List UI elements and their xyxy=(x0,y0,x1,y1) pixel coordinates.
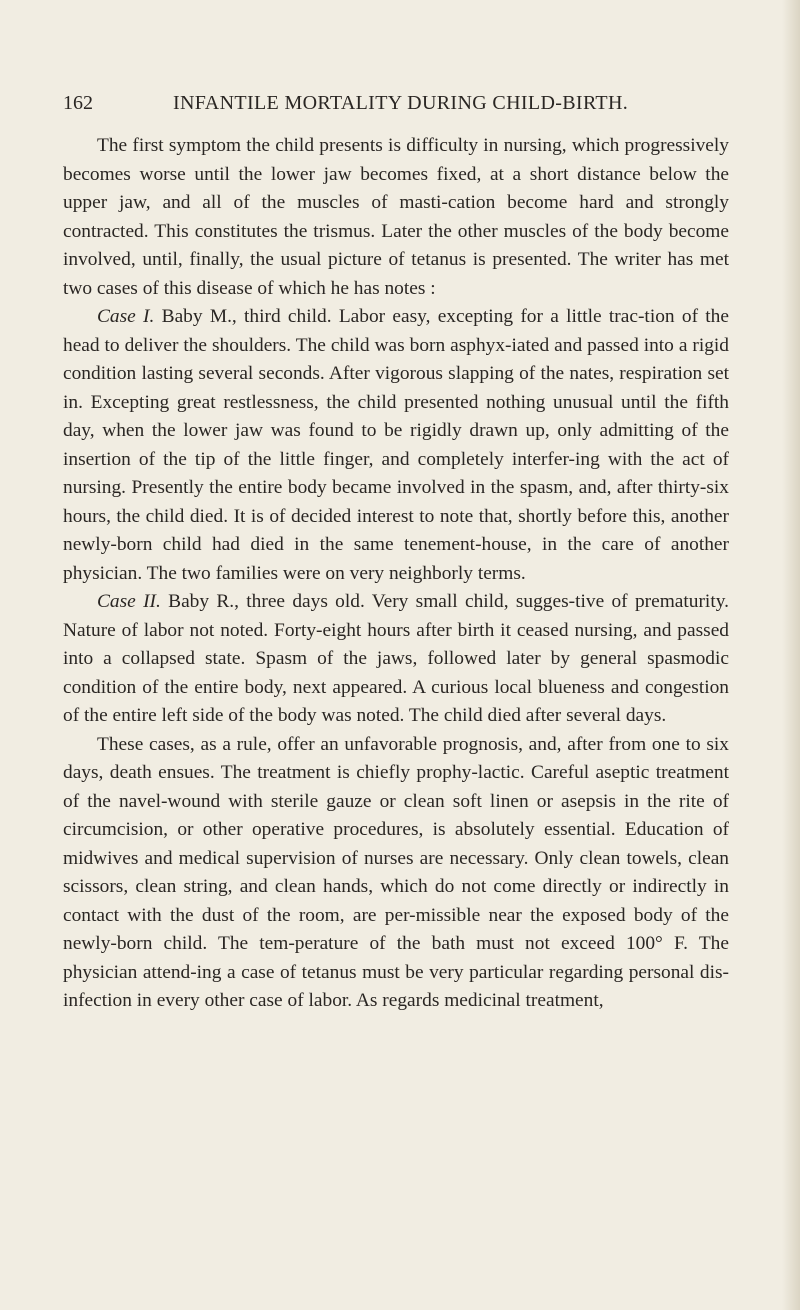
paragraph-text: Baby R., three days old. Very small child, sugges-tive of prematurity. Nature of labor not noted. Forty-eight hours after birth it ceased nursing, and passed into a collapsed state. Spasm of the jaws, followed later by general spasmodic condition of the entire body, next appeared. A curious local blueness and congestion of the entire left side of the body was noted. The child died after several days. xyxy=(63,591,729,726)
case-label: Case II. xyxy=(97,591,161,612)
running-head xyxy=(63,88,723,118)
paragraph-treatment xyxy=(63,731,729,1016)
paragraph-intro xyxy=(63,132,729,303)
case-label: Case I. xyxy=(97,306,155,327)
page-number: 162 xyxy=(63,92,93,114)
running-title: INFANTILE MORTALITY DURING CHILD-BIRTH. xyxy=(173,92,629,114)
paragraph-text: These cases, as a rule, offer an unfavorable prognosis, and, after from one to six days, death ensues. The treatment is chiefly prophy-lactic. Careful aseptic treatment of the navel-wound with sterile gauze or clean soft linen or asepsis in the rite of circumcision, or other operative procedures, is absolutely essential. Education of midwives and medical supervision of nurses are necessary. Only clean towels, clean scissors, clean string, and clean hands, which do not come directly or indirectly in contact with the dust of the room, are per-missible near the exposed body of the newly-born child. The tem-perature of the bath must not exceed 100° F. The physician attend-ing a case of tetanus must be very particular regarding personal dis-infection in every other case of labor. As regards medicinal treatment, xyxy=(63,733,729,1011)
paragraph-text: Baby M., third child. Labor easy, excepting for a little trac-tion of the head to deliver the shoulders. The child was born asphyx-iated and passed into a rigid condition lasting several seconds. After vigorous slapping of the nates, respiration set in. Excepting great restlessness, the child presented nothing unusual until the fifth day, when the lower jaw was found to be rigidly drawn up, only admitting of the insertion of the tip of the little finger, and completely interfer-ing with the act of nursing. Presently the entire body became involved in the spasm, and, after thirty-six hours, the child died. It is of decided interest to note that, shortly before this, another newly-born child had died in the same tenement-house, in the care of another physician. The two families were on very neighborly terms. xyxy=(63,306,729,584)
paragraph-case-1 xyxy=(63,303,729,588)
body-text xyxy=(63,132,729,1252)
page-edge-shadow xyxy=(782,0,800,1310)
paragraph-text: The first symptom the child presents is difficulty in nursing, which progressively becomes worse until the lower jaw becomes fixed, at a short distance below the upper jaw, and all of the muscles of masti-cation become hard and strongly contracted. This constitutes the trismus. Later the other muscles of the body become involved, until, finally, the usual picture of tetanus is presented. The writer has met two cases of this disease of which he has notes : xyxy=(63,135,729,299)
paragraph-case-2 xyxy=(63,588,729,731)
